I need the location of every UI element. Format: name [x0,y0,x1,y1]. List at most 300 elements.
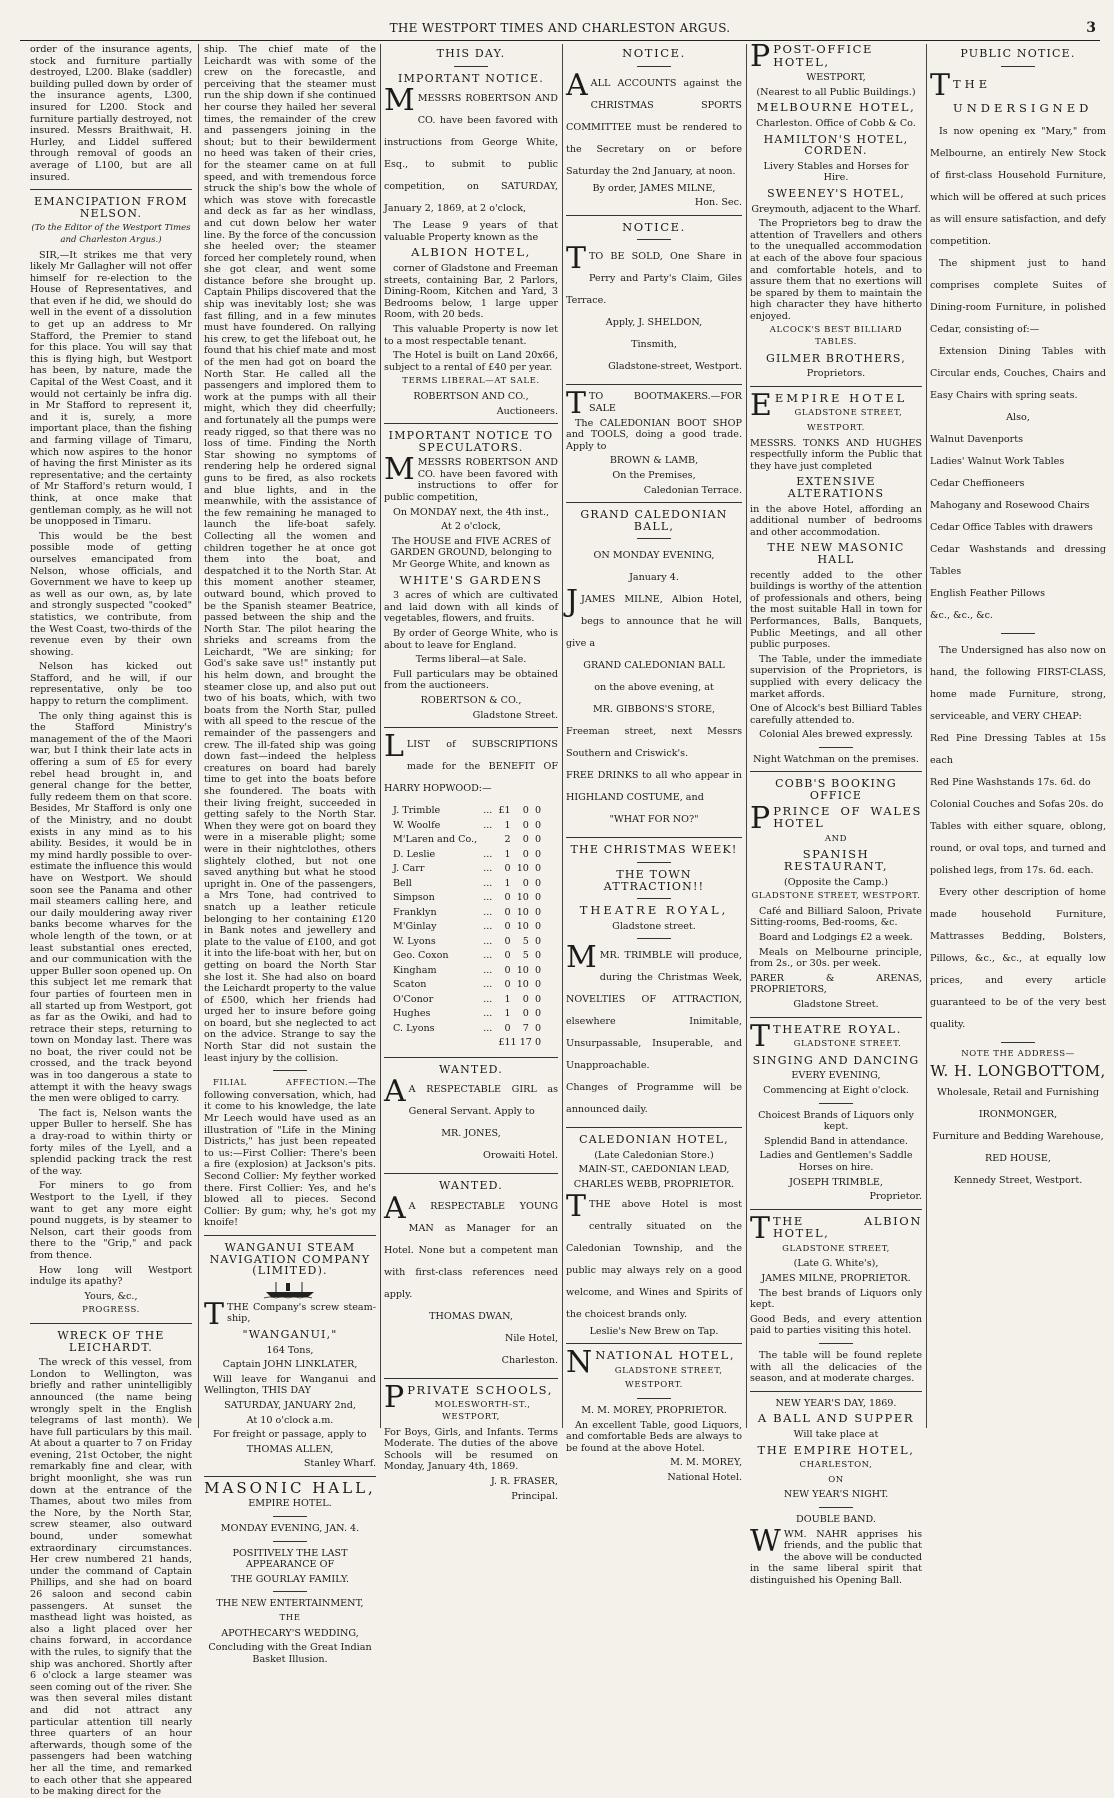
column-4: NOTICE. AALL ACCOUNTS against the CHRISTMAS SPORTS COMMITTEE must be rendered to the Secretary on or before Saturday the 2nd January, at noon. By order, JAMES MILNE, Hon. Sec. NOTICE. TTO BE SOLD, One Share in Perry and Party's Claim, Giles Terrace. Apply, J. SHELDON, Tinsmith, Gladstone-street, Westport. TTO BOOTMAKERS.—FOR SALE The CALEDONIAN BOOT SHOP and TOOLS, doing a good trade. Apply to BROWN & LAMB, On the Premises, Caledonian Terrace. GRAND CALEDONIAN BALL, ON MONDAY EVENING, January 4. JJAMES MILNE, Albion Hotel, begs to announce that he will give a GRAND CALEDONIAN BALL on the above evening, at MR. GIBBONS'S STORE, Freeman street, next Messrs Southern and Criswick's. FREE DRINKS to all who appear in HIGHLAND COSTUME, and "WHAT FOR NO?" THE CHRISTMAS WEEK! THE TOWN ATTRACTION!! THEATRE ROYAL, Gladstone street. MMR. TRIMBLE will produce, during the Christmas Week, NOVELTIES OF ATTRACTION, elsewhere Inimitable, Unsurpassable, Insuperable, and Unapproachable. Changes of Programme will be announced daily. CALEDONIAN HOTEL, (Late Caledonian Store.) MAIN-ST., CAEDONIAN LEAD, CHARLES WEBB, PROPRIETOR. TTHE above Hotel is most centrally situated on the Caledonian Township, and the public may always rely on a good welcome, and Wines and Spirits of the choicest brands only. Leslie's New Brew on Tap. NNATIONAL HOTEL, GLADSTONE STREET, WESTPORT. M. M. MOREY, PROPRIETOR. An excellent Table, good Liquors, and comfortable Beds are always to be found at the above Hotel. M. M. MOREY, National Hotel. [566,46,742,1483]
ad-text: recently added to the other buildings is worthy of the attention of professionals and others, being the most suitable Hall in town for Performances, Balls, Banquets, Public Meetings, and all other public purposes. [750,569,922,651]
divider [566,215,742,216]
ad-heading: THE CHRISTMAS WEEK! [570,843,738,857]
ad-line: M. M. MOREY, [670,1457,742,1469]
subscription-p: 0 [504,906,511,918]
subscription-row [390,877,544,892]
subscription-dots: ... [483,964,493,976]
subscription-dots: ... [483,877,493,889]
ad-line: GLADSTONE STREET, [794,408,903,419]
subscription-name: Simpson [393,892,435,904]
subscription-dots: ... [483,950,493,962]
ad-line: RED HOUSE, [985,1152,1051,1164]
subscription-dots: ... [483,921,493,933]
ad-line: Gladstone-street, Westport. [608,361,742,373]
ad-line: MR. JONES, [441,1128,501,1140]
divider [566,837,742,838]
subscription-name: Geo. Coxon [393,950,449,962]
ad-line: WESTPORT. [807,423,865,434]
list-item: Tables with either square, oblong, round, or oval tops, and turned and polished legs, from 17s. 6d. each. [930,820,1106,876]
closing: Yours, &c., [84,1290,138,1302]
ad-text: LIST of SUBSCRIPTIONS made for the BENEFIT OF HARRY HOPWOOD:— [384,739,558,795]
ad-text: MR. TRIMBLE will produce, during the Christmas Week, NOVELTIES OF ATTRACTION, elsewhere Inimitable, Unsurpassable, Insuperable, and Unapproachable. [566,950,742,1072]
ad-line: Gladstone Street. [472,709,558,721]
ad-line: At 2 o'clock, [441,521,501,533]
subscription-s: 10 [516,979,529,991]
article-paragraph: SIR,—It strikes me that very likely Mr Gallagher will not offer himself for re-election to the House of Representatives, and that even if he did, we should do well in the event of a dissolution to get up an address to Mr Stafford, the Premier to stand for this place. You will say that this is flying high, but Westport has been, by nature, made the Capital of the West Coast, and it would not certainly be infra dig. in Mr Stafford to represent it, and it is, surely, a more important place, than the fishing and farming village of Timaru, which now aspires to the honor of having the first Minister as its representative; and the certainty of Mr Stafford's return would, I think, at once make that gentleman comply, as he will not be unopposed in Timaru. [30,249,192,528]
ad-text: Every other description of home made household Furniture, Mattrasses Bedding, Bolsters, Pillows, &c., &c., at equally low prices, and every article guaranteed to be of the very best quality. [930,886,1106,1030]
subscription-row [390,906,544,921]
subscription-name: D. Leslie [393,848,436,860]
ad-text: THE above Hotel is most centrally situated on the Caledonian Township, and the public may always rely on a good welcome, and Wines and Spirits of the choicest brands only. [566,1198,742,1320]
ad-line: JOSEPH TRIMBLE, [789,1176,883,1188]
ad-text: The Proprietors beg to draw the attention of Travellers and others to the unequalled accommodation at each of the above four spacious and comfortable hotels, and to assure them that no exertions will be spared by them to maintain the high character they have hitherto enjoyed. [750,218,922,322]
ad-line: GRAND CALEDONIAN BALL [583,660,725,672]
ad-line: The Lease 9 years of that valuable Property known as the [384,220,558,243]
ad-line: (Opposite the Camp.) [783,876,889,888]
list-item: Cedar Cheffioneers [930,477,1025,489]
ad-line: JAMES MILNE, PROPRIETOR. [761,1273,911,1285]
list-item: Walnut Davenports [930,433,1024,445]
ad-line: Kennedy Street, Westport. [953,1174,1083,1186]
list-item: Red Pine Dressing Tables at 15s each [930,732,1106,766]
ad-heading: TO BOOTMAKERS.—FOR SALE [589,391,742,414]
divider [384,1378,558,1379]
article-paragraph: The only thing against this is the Stafford Ministry's management of the of the Maori war, but I think their late acts in offering a sum of £5 for every rebel head brought in, and general change for the better, fully redeem them on that score. Besides, Mr Stafford is only one of the Ministry, and no doubt exists in any mind as to his ability. Besides, it would be in my mind hardly possible to over-estimate the influence this would have on Westport. We should soon see the Panama and other mail steamers calling here, and our daily mouldering away river banks become wharves for the whole length of the town, or at least substantial ones erected, and our communication with the upper Buller soon opened up. On this subject let me remark that four parties of fourteen men in all started up from Westport, got as far as the Owiki, and had to retrace their steps, returning to town on Monday last. There was no boat, the river could not be crossed, and the track beyond was in too dangerous a state to attempt it with the heavy swags the men were obliged to carry. [30,710,192,1105]
ad-heading: IMPORTANT NOTICE. [398,71,544,85]
ad-text: The shipment just to hand comprises complete Suites of Dining-room Furniture, in polished Cedar, consisting of:— [930,257,1106,335]
ad-line: On the Premises, [612,469,696,481]
ad-line: THOMAS ALLEN, [246,1443,334,1455]
list-item: &c., &c., &c. [930,609,994,621]
subscription-s: 10 [516,921,529,933]
divider [750,386,922,387]
ad-line: Will take place at [793,1429,879,1440]
subscription-row [390,920,544,935]
subscription-row [390,978,544,993]
list-item: Colonial Couches and Sofas 20s. do [930,798,1104,810]
column-rule [746,44,747,1428]
ad-text: in the above Hotel, affording an additional number of bedrooms and other accommodation. [750,503,922,538]
ad-line: Principal. [511,1490,558,1502]
divider [204,1476,376,1477]
list-item: Cedar Washstands and dressing Tables [930,543,1106,577]
ad-heading: W. H. LONGBOTTOM, [930,1062,1106,1081]
subscription-name: Hughes [393,1008,431,1020]
ad-text: MESSRS. TONKS AND HUGHES respectfully inform the Public that they have just completed [750,437,922,472]
column-3: THIS DAY. IMPORTANT NOTICE. MMESSRS ROBERTSON AND CO. have been favored with instructions from George White, Esq., to submit to public competition, on SATURDAY, January 2, 1869, at 2 o'clock, The Lease 9 years of that valuable Property known as the ALBION HOTEL, corner of Gladstone and Freeman streets, containing Bar, 2 Parlors, Dining-Room, Kitchen and Yard, 3 Bedrooms below, 1 large upper Room, with 20 beds. This valuable Property is now let to a most respectable tenant. The Hotel is built on Land 20x66, subject to a rental of £40 per year. TERMS LIBERAL—AT SALE. ROBERTSON AND CO., Auctioneers. IMPORTANT NOTICE TO SPECULATORS. MMESSRS ROBERTSON AND CO. have been favored with instructions to offer for public competition, On MONDAY next, the 4th inst., At 2 o'clock, The HOUSE and FIVE ACRES of GARDEN GROUND, belonging to Mr George White, and known as WHITE'S GARDENS 3 acres of which are cultivated and laid down with all kinds of vegetables, flowers, and fruits. By order of George White, who is about to leave for England. Terms liberal—at Sale. Full particulars may be obtained from the auctioneers. ROBERTSON & CO., Gladstone Street. LLIST of SUBSCRIPTIONS made for the BENEFIT OF HARRY HOPWOOD:— J. Trimble ... £1 0 0 W. Woolfe ... 1 0 0 M'Laren and Co., 2 0 0 D. Leslie ... 1 0 0 J. Carr ... 0 10 0 Bell ... 1 0 0 Simpson ... 0 10 0 Franklyn ... 0 10 0 M'Ginlay ... 0 10 0 W. Lyons ... 0 5 0 Geo. Coxon ... 0 5 0 Kingham ... 0 10 0 Scaton ... 0 10 0 O'Conor ... 1 0 0 Hughes ... 1 0 0 C. Lyons ... 0 7 0 £11 17 0 WANTED. A A RESPECTABLE GIRL as General Servant. Apply to MR. JONES, Orowaiti Hotel. WANTED. A A RESPECTABLE YOUNG MAN as Manager for an Hotel. None but a competent man with first-class references need apply. THOMAS DWAN, Nile Hotel, Charleston. PPRIVATE SCHOOLS, MOLESWORTH-ST., WESTPORT, For Boys, Girls, and Infants. Terms Moderate. The duties of the above Schools will be resumed on Monday, January 4th, 1869. J. R. FRASER, Principal. [384,47,558,1502]
ad-line: NOTE THE ADDRESS— [961,1048,1075,1059]
column-6: PUBLIC NOTICE. TTHE UNDERSIGNED Is now opening ex "Mary," from Melbourne, an entirely New Stock of first-class Household Furniture, which will be offered at such prices as will ensure satisfaction, and defy competition. The shipment just to hand comprises complete Suites of Dining-room Furniture, in polished Cedar, consisting of:— Extension Dining Tables with Circular ends, Couches, Chairs and Easy Chairs with spring seats. Also, Walnut Davenports Ladies' Walnut Work Tables Cedar Cheffioneers Mahogany and Rosewood Chairs Cedar Office Tables with drawers Cedar Washstands and dressing Tables English Feather Pillows &c., &c., &c. The Undersigned has also now on hand, the following FIRST-CLASS, home made Furniture, strong, serviceable, and VERY CHEAP: Red Pine Dressing Tables at 15s each Red Pine Washstands 17s. 6d. do Colonial Couches and Sofas 20s. do Tables with either square, oblong, round, or oval tops, and turned and polished legs, from 17s. 6d. each. Every other description of home made household Furniture, Mattrasses Bedding, Bolsters, Pillows, &c., &c., at equally low prices, and every article guaranteed to be of the very best quality. NOTE THE ADDRESS— W. H. LONGBOTTOM, Wholesale, Retail and Furnishing IRONMONGER, Furniture and Bedding Warehouse, RED HOUSE, Kennedy Street, Westport. [930,44,1106,1428]
subscription-d: 0 [534,1008,542,1020]
ad-line: NEW YEAR'S NIGHT. [783,1489,889,1501]
ad-line: (Late G. White's), [793,1258,879,1270]
ad-heading: IMPORTANT NOTICE TO SPECULATORS. [388,429,554,454]
subscription-s: 0 [522,834,529,846]
subscription-row [390,949,544,964]
divider [637,938,671,939]
subscription-s: 0 [522,805,529,817]
ad-line: Nile Hotel, [504,1332,558,1344]
ad-subheading: EXTENSIVE ALTERATIONS [787,475,885,500]
subscription-d: 0 [534,863,542,875]
subscription-name: Scaton [393,979,427,991]
subscription-row [390,964,544,979]
ad-subheading: SINGING AND DANCING [752,1053,920,1067]
subscriptions-table [390,804,544,1051]
ad-line: Meals on Melbourne principle, from 2s., or 30s. per week. [750,946,922,970]
subscription-p: 0 [504,921,511,933]
ad-line: Livery Stables and Horses for Hire. [763,160,909,184]
ad-line: THE GOURLAY FAMILY. [230,1573,350,1585]
ad-subheading: ALBION HOTEL, [411,245,531,260]
ad-line: Concluding with the Great Indian Basket Illusion. [208,1642,372,1665]
ad-line: corner of Gladstone and Freeman streets, containing Bar, 2 Parlors, Dining-Room, Kitchen and Yard, 3 Bedrooms below, 1 large upper Room, with 20 beds. [384,262,558,321]
subscription-name: Bell [393,877,412,889]
subscription-name: Kingham [393,964,437,976]
column-rule [380,44,381,1428]
subscription-p: 2 [504,834,511,846]
subscription-d: 0 [534,906,542,918]
ad-line: THE [279,1613,301,1624]
ad-text: The table will be found replete with all the delicacies of the season, and at moderate charges. [750,1350,922,1385]
ad-text: WM. NAHR apprises his friends, and the public that the above will be conducted in the same liberal spirit that distinguished his Opening Ball. [750,1528,922,1586]
ship-name: "WANGANUI," [242,1327,338,1341]
ad-line: At 10 o'clock a.m. [246,1414,334,1426]
ad-line: Leslie's New Brew on Tap. [589,1325,719,1337]
ad-heading: THEATRE ROYAL, [579,903,729,918]
ad-line: Choicest Brands of Liquors only kept. [758,1109,914,1133]
subscription-name: C. Lyons [393,1022,435,1034]
ad-heading: THEATRE ROYAL. [773,1021,902,1036]
ad-line: Ladies and Gentlemen's Saddle Horses on hire. [759,1150,913,1173]
divider [637,862,671,863]
divider [1001,633,1035,634]
ad-heading: GRAND CALEDONIAN BALL, [580,508,728,533]
ad-line: ROBERTSON & CO., [420,694,522,706]
filial-text: —The following conversation, which, had it come to his knowledge, the late Mr Leech would have used as an illustration of "Life in the Mining Districts," has just been repeated to us:—First Collier: There's been a fire (explosion) at Jackson's pits. Second Collier: My feyther worked there. First Collier: Yes, and he's blowed all to pieces. Second Collier: By gum; why, he's got my knoife! [204,1077,376,1229]
ad-text: Good Beds, and every attention paid to parties visiting this hotel. [750,1313,922,1337]
subscription-s: 10 [516,906,529,918]
ad-line: Greymouth, adjacent to the Wharf. [751,203,921,215]
subscription-s: 5 [522,935,529,947]
ad-heading: NOTICE. [622,219,686,234]
list-item: English Feather Pillows [930,587,1046,599]
signature: PROGRESS. [82,1305,140,1316]
divider [273,1516,307,1517]
article-heading: WRECK OF THE LEICHARDT. [57,1328,165,1354]
ad-heading: POST-OFFICE HOTEL, [773,42,874,69]
article-heading: EMANCIPATION FROM NELSON. [34,195,188,220]
subscription-row [390,935,544,950]
subscription-row [390,819,544,834]
ad-line: Stanley Wharf. [303,1458,376,1470]
ad-text: The Undersigned has also now on hand, the following FIRST-CLASS, home made Furniture, strong, serviceable, and VERY CHEAP: [930,644,1106,722]
ad-heading: MASONIC HALL, [204,1478,376,1497]
divider [1001,1042,1035,1043]
ad-subheading: THE NEW MASONIC HALL [767,541,905,566]
subscription-s: 5 [522,950,529,962]
ad-heading: PRINCE OF WALES HOTEL [773,803,922,831]
insurance-paragraph: order of the insurance agents, stock and furniture partially destroyed, L200. Blake (saddler) building pulled down by order of the insurance agents, L300, insured for L200. Stock and furniture partially destroyed, not insured. Messrs Braithwait, H. Hurley, and Liddel suffered through removal of goods an average of L100, but are all insured. [30,44,192,183]
ad-text: An excellent Table, good Liquors, and comfortable Beds are always to be found at the above Hotel. [566,1419,742,1454]
divider [750,1209,922,1210]
ad-line: POSITIVELY THE LAST APPEARANCE OF [232,1547,348,1571]
subscription-row [390,804,544,819]
page-number: 3 [1086,20,1096,36]
ad-subheading: A BALL AND SUPPER [757,1411,915,1426]
ad-heading: WANTED. [438,1062,504,1076]
filial-title: FILIAL AFFECTION. [213,1078,349,1089]
ad-heading: PRIVATE SCHOOLS, [407,1382,553,1397]
ad-line: ON [828,1474,844,1485]
article-paragraph: Nelson has kicked out Stafford, and he will, if our representative, only be too happy to return the compliment. [30,661,192,708]
ad-line: Commencing at Eight o'clock. [763,1084,909,1096]
ad-heading: PUBLIC NOTICE. [960,47,1076,60]
ad-line: MR. GIBBONS'S STORE, [592,704,716,716]
ad-subheading: GILMER BROTHERS, [766,351,906,365]
ad-heading: EMPIRE HOTEL [774,390,908,405]
masthead [20,18,1100,41]
ad-line: Proprietor. [869,1191,922,1203]
divider [750,1017,922,1018]
list-item: Extension Dining Tables with Circular ends, Couches, Chairs and Easy Chairs with spring seats. [930,345,1106,401]
subscription-p: £1 [498,805,511,817]
subscription-dots: ... [483,1022,493,1034]
ad-heading: THE TOWN ATTRACTION!! [603,867,705,893]
list-item: Ladies' Walnut Work Tables [930,455,1065,467]
ad-line: APOTHECARY'S WEDDING, [221,1627,359,1639]
ad-subheading: THE UNDERSIGNED [953,76,1093,115]
subscription-d: 0 [534,921,542,933]
divider [566,384,742,385]
ad-subheading: THE EMPIRE HOTEL, [757,1442,915,1457]
article-paragraph: The fact is, Nelson wants the upper Buller to herself. She has a dray-road to within thirty or forty miles of the Lyell, and a splendid packing track the rest of the way. [30,1107,192,1177]
ad-line: ROBERTSON AND CO., [413,390,529,402]
subscription-d: 0 [534,819,542,831]
ad-line: CHARLES WEBB, PROPRIETOR. [573,1179,735,1191]
ad-line: Wholesale, Retail and Furnishing [937,1086,1099,1098]
subscription-s: 0 [522,819,529,831]
ad-line: CHARLESTON, [799,1460,873,1471]
column-5: PPOST-OFFICE HOTEL, WESTPORT, (Nearest to all Public Buildings.) MELBOURNE HOTEL, Charleston. Office of Cobb & Co. HAMILTON'S HOTEL, CORDEN. Livery Stables and Horses for Hire. SWEENEY'S HOTEL, Greymouth, adjacent to the Wharf. The Proprietors beg to draw the attention of Travellers and others to the unequalled accommodation at each of the above four spacious and comfortable hotels, and to assure them that no exertions will be spared by them to maintain the high character they have hitherto enjoyed. ALCOCK'S BEST BILLIARD TABLES. GILMER BROTHERS, Proprietors. EEMPIRE HOTEL GLADSTONE STREET, WESTPORT. MESSRS. TONKS AND HUGHES respectfully inform the Public that they have just completed EXTENSIVE ALTERATIONS in the above Hotel, affording an additional number of bedrooms and other accommodation. THE NEW MASONIC HALL recently added to the other buildings is worthy of the attention of professionals and others, being the most suitable Hall in town for Performances, Balls, Banquets, Public Meetings, and all other public purposes. The Table, under the immediate supervision of the Proprietors, is supplied with every delicacy the market affords. One of Alcock's best Billiard Tables carefully attended to. Colonial Ales brewed expressly. Night Watchman on the premises. COBB'S BOOKING OFFICE PPRINCE OF WALES HOTEL AND SPANISH RESTAURANT, (Opposite the Camp.) GLADSTONE STREET, WESTPORT. Café and Billiard Saloon, Private Sitting-rooms, Bed-rooms, &c. Board and Lodgings £2 a week. Meals on Melbourne principle, from 2s., or 30s. per week. PARER & ARENAS, PROPRIETORS, Gladstone Street. TTHEATRE ROYAL. GLADSTONE STREET. SINGING AND DANCING EVERY EVENING, Commencing at Eight o'clock. Choicest Brands of Liquors only kept. Splendid Band in attendance. Ladies and Gentlemen's Saddle Horses on hire. JOSEPH TRIMBLE, Proprietor. TTHE ALBION HOTEL, GLADSTONE STREET, (Late G. White's), JAMES MILNE, PROPRIETOR. The best brands of Liquors only kept. Good Beds, and every attention paid to parties visiting this hotel. The table will be found replete with all the delicacies of the season, and at moderate charges. NEW YEAR'S DAY, 1869. A BALL AND SUPPER Will take place at THE EMPIRE HOTEL, CHARLESTON, ON NEW YEAR'S NIGHT. DOUBLE BAND. WWM. NAHR apprises his friends, and the public that the above will be conducted in the same liberal spirit that distinguished his Opening Ball. [750,39,922,1586]
subscription-dots: ... [483,1008,493,1020]
ad-line: THOMAS DWAN, [429,1310,513,1322]
ad-line: 164 Tons, [266,1344,314,1356]
newspaper-title: THE WESTPORT TIMES AND CHARLESTON ARGUS. [389,21,731,35]
subscription-dots: ... [483,993,493,1005]
ad-line: GLADSTONE STREET, [782,1243,890,1254]
ad-line: Charleston. Office of Cobb & Co. [756,117,916,129]
column-2: ship. The chief mate of the Leichardt was with some of the crew on the forecastle, and perceiving that the steamer must run the ship down if she continued her course they hailed her several times, the remainder of the crew and passengers joining in the shout; but to their bewilderment no heed was taken of their cries, for the steamer came on at full speed, and with tremendous force struck the ship's bow the whole of which was stove with forecastle and deck as far as her windlass, and cut down below her water line. By the force of the concussion she heeled over; the steamer forced her completely round, when she got clear, and went some distance before she brought up. Captain Philips discovered that the ship was inevitably lost; she was fast filling, and in a few minutes must have foundered. On rallying his crew, to get the lifeboat out, he found that his chief mate and most of the men had got on board the North Star. He called all the passengers and implored them to work at the pumps with all their might, which they did cheerfully; and fortunately all the pumps were ready rigged, so that there was no loss of time. Finding the North Star showing no symptoms of rendering help he ordered signal guns to be fired, as also rockets and blue lights, and in the meanwhile, with the assistance of the few remaining he managed to launch the life-boat safely. Collecting all the women and children together he at once got them into the boat, and despatched it to the North Star. At this moment another steamer, outward bound, which proved to be the Spanish steamer Beatrice, passed between the ship and the North Star. The pilot hearing the shrieks and screams from the Leichardt, "We are sinking; for God's sake save us!" instantly put his helm down, and brought the steamer close up, and also put out two of his boats, which, with two boats from the North Star, pulled with all speed to the rescue of the remainder of the passengers and crew. The ill-fated ship was going down fast—indeed the helpless creatures on board had barely time to get into the boats before she foundered. The boats with their living freight, succeeded in getting safely to the North Star. When they were got on board they were in a miserable plight; some were in their nightclothes, others slightely clothed, but not one saved anything but what he stood upright in. One of the passengers, a Mrs Tone, had contrived to snatch up a leather reticule belonging to her containing £120 in Bank notes and jewellery and plate to the value of £100, and got it into the life-boat with her, but on getting on board the North Star she lost it. She had also on board the Leichardt property to the value of £500, which her friends had urged her to insure before going on board, but she neglected to act on the advice. Strange to say the North Star did not sustain the least injury by the collision. FILIAL AFFECTION.—The following conversation, which, had it come to his knowledge, the late Mr Leech would have used as an illustration of "Life in the Mining Districts," has just been repeated to us:—First Collier: There's been a fire (explosion) at Jackson's pits. Second Collier: My feyther worked there. First Collier: Yes, and he's blowed all to pieces. Second Collier: By gum; why, he's got my knoife! WANGANUI STEAM NAVIGATION COMPANY (LIMITED). TTHE Company's screw steam-ship, "WANGANUI," 164 Tons, Captain JOHN LINKLATER, Will leave for Wanganui and Wellington, THIS DAY SATURDAY, JANUARY 2nd, At 10 o'clock a.m. For freight or passage, apply to THOMAS ALLEN, Stanley Wharf. MASONIC HALL, EMPIRE HOTEL. MONDAY EVENING, JAN. 4. POSITIVELY THE LAST APPEARANCE OF THE GOURLAY FAMILY. THE NEW ENTERTAINMENT, THE APOTHECARY'S WEDDING, Concluding with the Great Indian Basket Illusion. [204,44,376,1665]
ad-line: SATURDAY, JANUARY 2nd, [224,1399,356,1411]
subscription-s: 0 [522,848,529,860]
divider [637,66,671,67]
divider [384,1057,558,1058]
ad-line: AND [824,833,848,844]
subscription-p: 0 [504,892,511,904]
ad-line: For freight or passage, apply to [213,1429,367,1441]
ad-line: Hon. Sec. [694,197,742,209]
ad-line: ON MONDAY EVENING, [593,550,715,562]
divider [454,66,488,67]
subscription-row [390,1007,544,1022]
ad-heading: NEW YEAR'S DAY, 1869. [775,1397,897,1409]
divider [750,771,922,772]
ad-text: ALL ACCOUNTS against the CHRISTMAS SPORTS COMMITTEE must be rendered to the Secretary on or before Saturday the 2nd January, at noon. [566,77,742,177]
ad-heading: WANTED. [438,1179,504,1193]
ad-line: BROWN & LAMB, [609,455,699,467]
ad-line: Tinsmith, [631,339,677,351]
subscription-d: 0 [534,935,542,947]
divider [819,747,853,748]
subscription-d: 0 [534,964,542,976]
ad-line: GLADSTONE STREET, WESTPORT. [751,891,921,902]
ad-heading: THIS DAY. [436,47,506,60]
list-item: Red Pine Washstands 17s. 6d. do [930,776,1091,788]
ad-line: Captain JOHN LINKLATER, [222,1359,358,1371]
subscription-dots [480,833,495,848]
ad-text: Café and Billiard Saloon, Private Sitting-rooms, Bed-rooms, &c. [750,905,922,929]
ad-line: Apply, J. SHELDON, [605,317,703,329]
divider [384,423,558,424]
ad-line: on the above evening, at [594,682,714,694]
divider [637,239,671,240]
ad-line: National Hotel. [667,1472,742,1483]
subscription-p: 0 [504,935,511,947]
subscription-d: 0 [534,877,542,889]
subscription-name: J. Trimble [393,805,441,817]
subscription-dots: ... [483,979,493,991]
ad-line: DOUBLE BAND. [796,1513,876,1525]
divider [819,1343,853,1344]
ad-subheading: WHITE'S GARDENS [399,572,543,587]
list-item: Also, [1006,411,1030,423]
column-rule [562,44,563,1428]
article-paragraph: This would be the best possible mode of getting ourselves emancipated from Nelson, whose officials, and Government we have to keep up as well as our own, as, by late and strongly suspected "cooked" statistics, we contribute, from the West Coast, two-thirds of the revenue even by their own showing. [30,530,192,658]
ad-heading: THE ALBION HOTEL, [773,1213,922,1241]
ad-subheading: SPANISH RESTAURANT, [783,847,889,874]
ad-line: 3 acres of which are cultivated and laid down with all kinds of vegetables, flowers, and fruits. [384,590,558,625]
ad-line: Caledonian Terrace. [643,484,742,496]
divider [637,1398,671,1399]
column-rule [198,44,199,1428]
divider [566,1343,742,1344]
article-paragraph: ship. The chief mate of the Leichardt was with some of the crew on the forecastle, and perceiving that the steamer must run the ship down if she continued her course they hailed her several times, the remainder of the crew and passengers joining in the shout; but to their bewilderment no heed was taken of their cries, for the steamer came on at full speed, and with tremendous force struck the ship's bow the whole of which was stove with forecastle and deck as far as her windlass, and cut down below her water line. By the force of the concussion she heeled over; the steamer forced her completely round, when she got clear, and went some distance before she brought up. Captain Philips discovered that the ship was inevitably lost; she was fast filling, and in a few minutes must have foundered. On rallying his crew, to get the lifeboat out, he found that his chief mate and most of the men had got on board the North Star. He called all the passengers and implored them to work at the pumps with all their might, which they did cheerfully; and fortunately all the pumps were ready rigged, so that there was no loss of time. Finding the North Star showing no symptoms of rendering help he ordered signal guns to be fired, as also rockets and blue lights, and in the meanwhile, with the assistance of the few remaining he managed to launch the life-boat safely. Collecting all the women and children together he at once got them into the boat, and despatched it to the North Star. At this moment another steamer, outward bound, which proved to be the Spanish steamer Beatrice, passed between the ship and the North Star. The pilot hearing the shrieks and screams from the Leichardt, "We are sinking; for God's sake save us!" instantly put his helm down, and brought the steamer close up, and also put out two of his boats, which, with two boats from the North Star, pulled with all speed to the rescue of the remainder of the passengers and crew. The ill-fated ship was going down fast—indeed the helpless creatures on board had barely time to get into the boats before she foundered. The boats with their living freight, succeeded in getting safely to the North Star. When they were got on board they were in a miserable plight; some were in their nightclothes, others slightely clothed, but not one saved anything but what he stood upright in. One of the passengers, a Mrs Tone, had contrived to snatch up a leather reticule belonging to her containing £120 in Bank notes and jewellery and plate to the value of £100, and got it into the life-boat with her, but on getting on board the North Star she lost it. She had also on board the Leichardt property to the value of £500, which her friends had urged her to insure before going on board, but she neglected to act on the advice. Strange to say the North Star did not sustain the least injury by the collision. [204,44,376,1064]
ad-line: IRONMONGER, [978,1108,1058,1120]
ad-line: M. M. MOREY, PROPRIETOR. [581,1405,727,1417]
ad-line: This valuable Property is now let to a most respectable tenant. [384,323,558,347]
ad-line: FREE DRINKS to all who appear in HIGHLAND COSTUME, and [566,770,742,804]
divider [566,502,742,503]
subscription-dots: ... [483,848,493,860]
subscription-d: 0 [534,1022,542,1034]
subscription-p: 0 [504,964,511,976]
ad-line: By order, JAMES MILNE, [592,182,716,194]
subscription-s: 10 [516,964,529,976]
subscription-d: 0 [534,979,542,991]
ad-line: GLADSTONE STREET. [793,1039,902,1050]
ad-text: A RESPECTABLE GIRL as General Servant. Apply to [408,1084,558,1118]
steamship-icon [264,1281,316,1299]
subscription-name: O'Conor [393,993,434,1005]
divider [750,1391,922,1392]
divider [273,1070,307,1071]
ad-line: Freeman street, next Messrs Southern and Criswick's. [566,726,742,760]
ad-text: The best brands of Liquors only kept. [750,1287,922,1311]
subscription-d: 0 [534,805,542,817]
subscription-name: Franklyn [393,906,437,918]
ad-line: Splendid Band in attendance. [764,1135,908,1147]
subscription-d: 0 [534,834,542,846]
ad-line: Charleston. [501,1354,558,1366]
ad-line: EMPIRE HOTEL. [248,1498,332,1510]
ad-line: (Nearest to all Public Buildings.) [756,86,916,98]
subscription-p: 1 [504,819,511,831]
subscription-dots: ... [483,906,493,918]
ad-line: MOLESWORTH-ST., WESTPORT, [434,1400,531,1423]
ad-text: MESSRS ROBERTSON AND CO. have been favored with instructions from George White, Esq., to submit to public competition, on SATURDAY, January 2, 1869, at 2 o'clock, [384,93,558,215]
ad-line: ALCOCK'S BEST BILLIARD TABLES. [769,325,903,348]
subscription-name: W. Lyons [393,935,436,947]
ad-text: THE Company's screw steam-ship, [227,1301,376,1325]
divider [819,1507,853,1508]
subscription-row [390,891,544,906]
ad-subheading: MELBOURNE HOTEL, [756,100,916,115]
subscription-d: 0 [534,848,542,860]
subscription-name: J. Carr [393,863,425,875]
ad-line: Proprietors. [806,368,866,380]
ad-text: One of Alcock's best Billiard Tables carefully attended to. [750,703,922,726]
ad-line: Colonial Ales brewed expressly. [759,729,913,741]
ad-line: Changes of Programme will be announced daily. [566,1082,742,1116]
divider [204,1235,376,1236]
subscription-s: 0 [522,877,529,889]
ad-line: Night Watchman on the premises. [753,753,919,765]
ad-line: Terms liberal—at Sale. [415,654,527,666]
subscription-s: 7 [522,1022,529,1034]
subscription-p: 1 [504,848,511,860]
ad-line: GLADSTONE STREET, [614,1365,723,1376]
article-paragraph: How long will Westport indulge its apathy? [30,1264,192,1288]
divider [273,1591,307,1592]
divider [637,898,671,899]
ad-line: Board and Lodgings £2 a week. [759,932,913,943]
ad-heading: NATIONAL HOTEL, [595,1348,736,1363]
divider [273,1541,307,1542]
subscription-d: 0 [534,993,542,1005]
ad-text: For Boys, Girls, and Infants. Terms Moderate. The duties of the above Schools will be resumed on Monday, January 4th, 1869. [384,1426,558,1473]
subscription-name: W. Woolfe [393,819,441,831]
list-item: Cedar Office Tables with drawers [930,521,1093,533]
subscription-row [390,993,544,1008]
ad-line: By order of George White, who is about to leave for England. [384,628,558,651]
subscription-dots: ... [483,805,493,817]
ad-line: PARER & ARENAS, PROPRIETORS, [750,972,922,996]
to-editor-line: (To the Editor of the Westport Times and Charleston Argus.) [31,223,191,245]
column-1 [30,44,192,1798]
ad-line: Gladstone Street. [793,998,879,1010]
subscription-p: 1 [504,877,511,889]
subscription-p: 1 [504,1008,511,1020]
ad-line: On MONDAY next, the 4th inst., [392,506,550,518]
ad-text: JAMES MILNE, Albion Hotel, begs to announce that he will give a [566,594,742,650]
subscription-name: M'Laren and Co., [393,834,478,846]
divider [384,1173,558,1174]
divider [1001,66,1035,67]
ad-line: Full particulars may be obtained from the auctioneers. [384,668,558,692]
subscription-d: 0 [534,892,542,904]
divider [30,1323,192,1324]
